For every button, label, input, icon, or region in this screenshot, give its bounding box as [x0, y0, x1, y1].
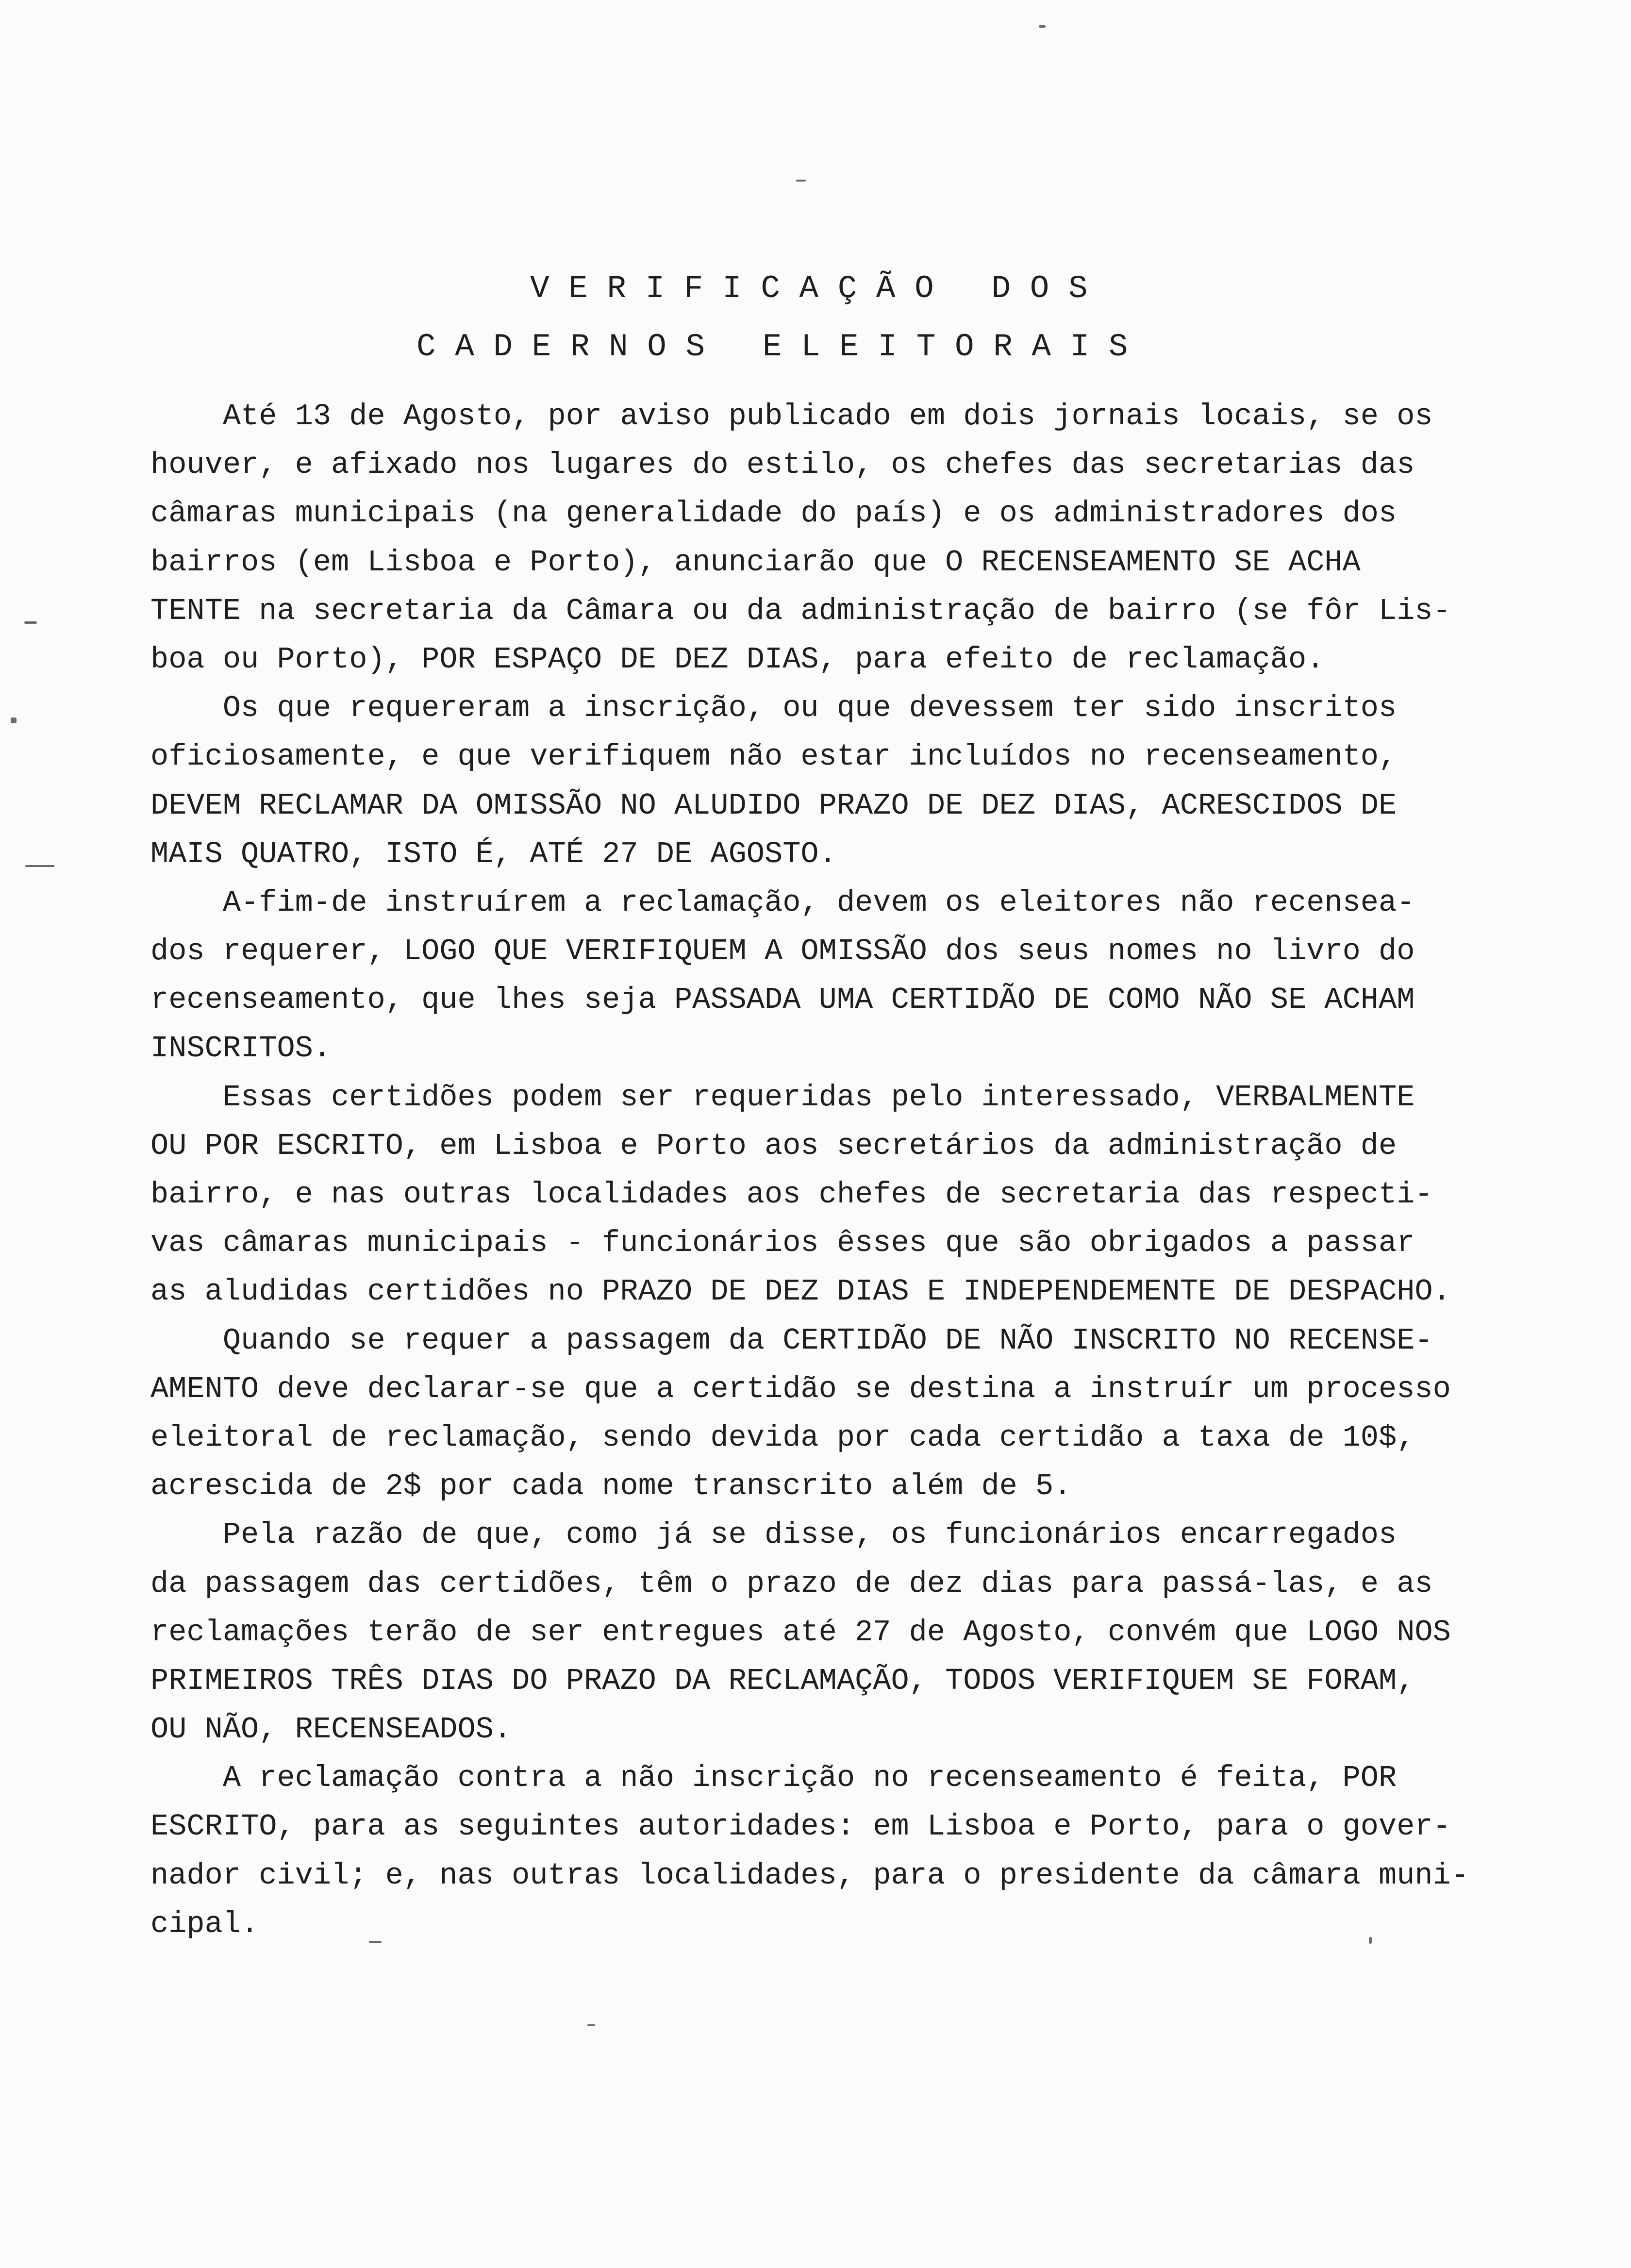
scan-speck [587, 2024, 595, 2026]
body-line: OU POR ESCRITO, em Lisboa e Porto aos secretários da administração de [150, 1128, 1397, 1163]
scan-speck [24, 621, 37, 624]
body-line: Essas certidões podem ser requeridas pelo interessado, VERBALMENTE [150, 1080, 1415, 1115]
body-line: OU NÃO, RECENSEADOS. [150, 1712, 512, 1747]
body-line: reclamações terão de ser entregues até 27 de Agosto, convém que LOGO NOS [150, 1615, 1451, 1650]
body-line: DEVEM RECLAMAR DA OMISSÃO NO ALUDIDO PRAZO DE DEZ DIAS, ACRESCIDOS DE [150, 788, 1397, 823]
body-line: Os que requereram a inscrição, ou que devessem ter sido inscritos [150, 691, 1397, 726]
body-line: bairros (em Lisboa e Porto), anunciarão que O RECENSEAMENTO SE ACHA [150, 545, 1361, 580]
body-line: AMENTO deve declarar-se que a certidão se destina a instruír um processo [150, 1371, 1451, 1406]
body-line: vas câmaras municipais - funcionários êsses que são obrigados a passar [150, 1226, 1415, 1261]
body-line: houver, e afixado nos lugares do estilo, os chefes das secretarias das [150, 448, 1415, 483]
body-line: Quando se requer a passagem da CERTIDÃO DE NÃO INSCRITO NO RECENSE- [150, 1323, 1433, 1358]
body-line: A reclamação contra a não inscrição no recenseamento é feita, POR [150, 1761, 1397, 1796]
body-line: TENTE na secretaria da Câmara ou da administração de bairro (se fôr Lis- [150, 593, 1451, 628]
title-line-1: V E R I F I C A Ç Ã O D O S [530, 270, 1088, 307]
body-line: oficiosamente, e que verifiquem não estar incluídos no recenseamento, [150, 739, 1397, 774]
scan-speck [25, 865, 54, 867]
body-line: cipal. [150, 1906, 259, 1941]
body-line: acrescida de 2$ por cada nome transcrito além de 5. [150, 1469, 1072, 1504]
body-line: as aludidas certidões no PRAZO DE DEZ DIAS E INDEPENDEMENTE DE DESPACHO. [150, 1274, 1451, 1309]
body-line: bairro, e nas outras localidades aos chefes de secretaria das respecti- [150, 1177, 1433, 1212]
scan-speck [1039, 25, 1046, 28]
body-line: A-fim-de instruírem a reclamação, devem os eleitores não recensea- [150, 885, 1415, 920]
body-line: eleitoral de reclamação, sendo devida por cada certidão a taxa de 10$, [150, 1420, 1415, 1455]
body-line: recenseamento, que lhes seja PASSADA UMA CERTIDÃO DE COMO NÃO SE ACHAM [150, 983, 1415, 1017]
body-line: Pela razão de que, como já se disse, os funcionários encarregados [150, 1518, 1397, 1552]
body-line: INSCRITOS. [150, 1031, 332, 1066]
scan-speck [796, 180, 806, 182]
title-line-2: C A D E R N O S E L E I T O R A I S [416, 329, 1128, 365]
body-line: ESCRITO, para as seguintes autoridades: em Lisboa e Porto, para o gover- [150, 1809, 1451, 1844]
body-line: nador civil; e, nas outras localidades, para o presidente da câmara muni- [150, 1858, 1469, 1893]
body-line: Até 13 de Agosto, por aviso publicado em dois jornais locais, se os [150, 399, 1433, 434]
body-line: PRIMEIROS TRÊS DIAS DO PRAZO DA RECLAMAÇÃO, TODOS VERIFIQUEM SE FORAM, [150, 1663, 1415, 1698]
scan-speck [11, 717, 17, 723]
scan-speck [1369, 1937, 1372, 1944]
body-line: dos requerer, LOGO QUE VERIFIQUEM A OMISSÃO dos seus nomes no livro do [150, 934, 1415, 969]
body-line: MAIS QUATRO, ISTO É, ATÉ 27 DE AGOSTO. [150, 836, 837, 871]
body-line: câmaras municipais (na generalidade do país) e os administradores dos [150, 496, 1397, 531]
body-line: boa ou Porto), POR ESPAÇO DE DEZ DIAS, para efeito de reclamação. [150, 642, 1325, 677]
body-text [150, 392, 1510, 1949]
body-line: da passagem das certidões, têm o prazo de dez dias para passá-las, e as [150, 1566, 1433, 1601]
scan-speck [369, 1941, 382, 1943]
